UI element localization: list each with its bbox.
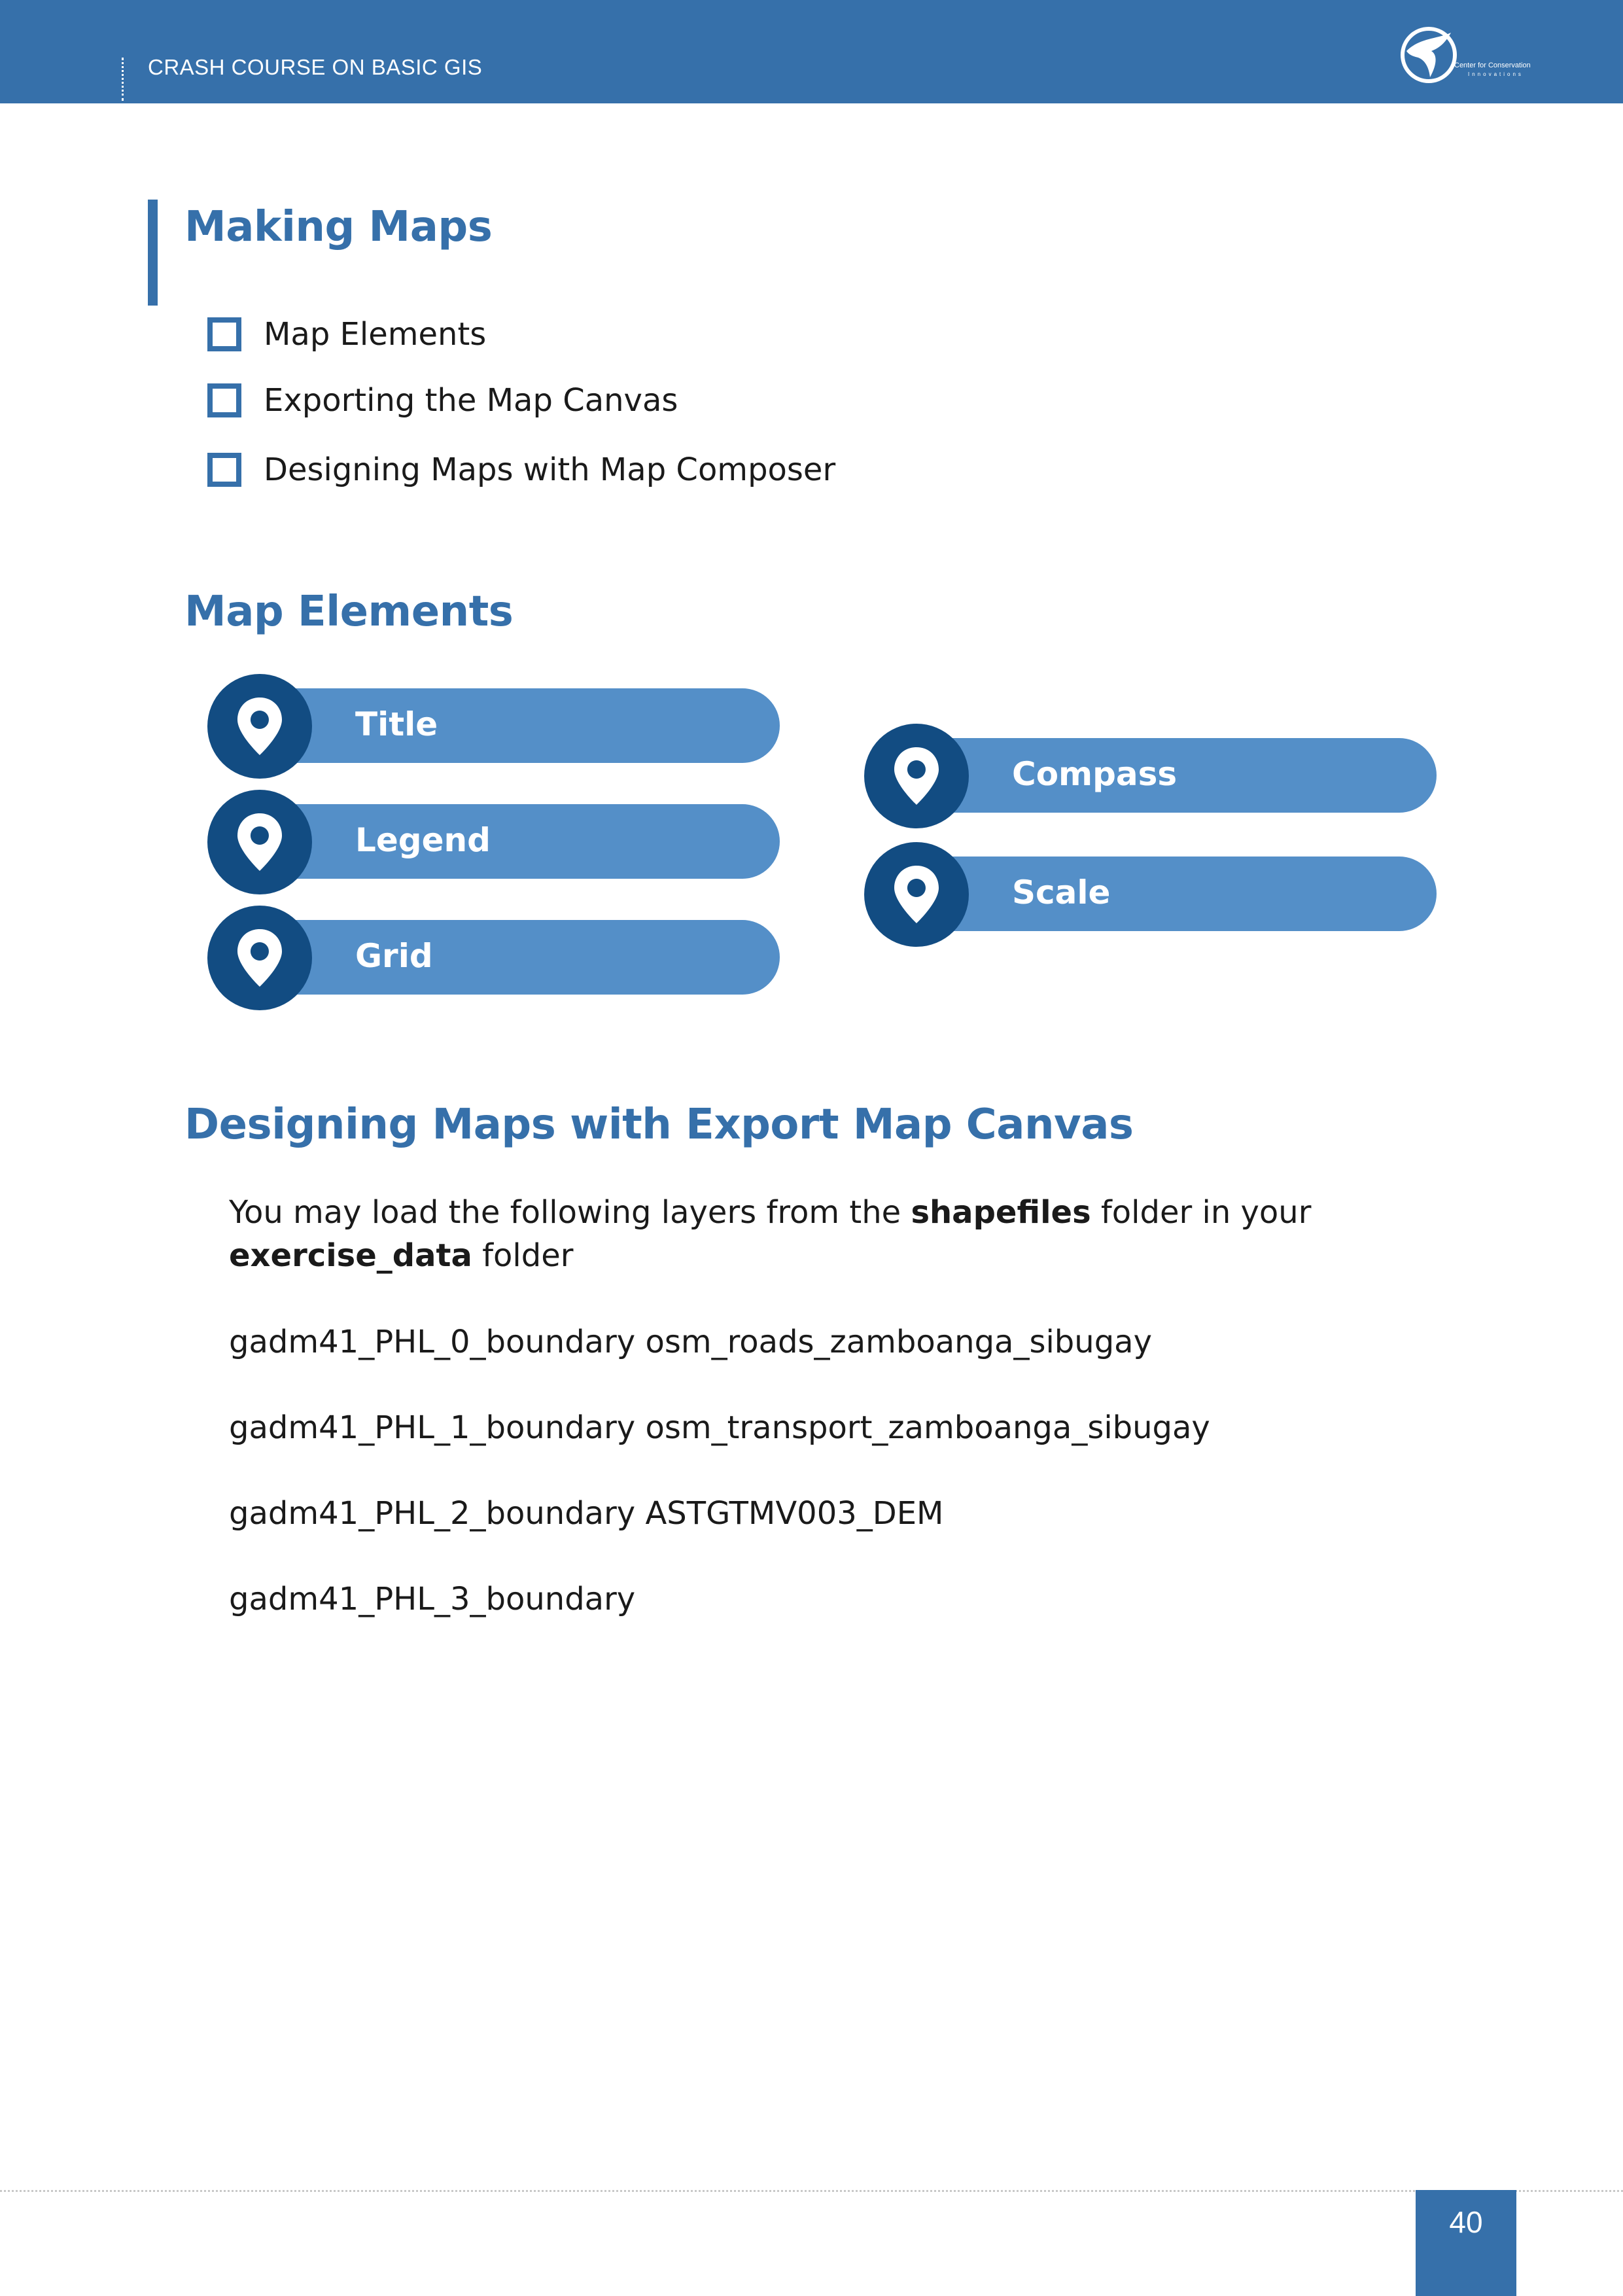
checkbox-icon [207,383,241,417]
map-element-grid [207,906,783,1010]
heading-designing-maps: Designing Maps with Export Map Canvas [184,1101,1134,1149]
pill-badge [207,674,312,779]
map-element-legend [207,790,783,894]
pill-badge [207,906,312,1010]
layer-list-item: gadm41_PHL_3_boundary [229,1581,636,1617]
bird-globe-logo-icon [1400,25,1459,85]
heading-map-elements: Map Elements [184,588,514,636]
intro-line-1: You may load the following layers from the shapefiles folder in your [229,1194,1312,1231]
header-title: CRASH COURSE ON BASIC GIS [148,55,483,79]
pill-bar [260,804,780,879]
checklist-item [207,378,678,423]
checklist-label: Designing Maps with Map Composer [264,451,836,488]
checkbox-icon [207,317,241,351]
map-pin-icon [892,864,941,925]
logo-subtitle: Innovations [1468,71,1524,77]
layer-list-item: gadm41_PHL_0_boundary osm_roads_zamboanga_sibugay [229,1324,1152,1360]
logo-name: Center for Conservation [1454,62,1531,69]
section-accent-bar [148,200,158,306]
map-pin-icon [892,746,941,806]
pill-label: Scale [1012,874,1111,911]
map-element-scale [864,842,1440,947]
pill-label: Compass [1012,755,1178,793]
layer-list-item: gadm41_PHL_1_boundary osm_transport_zamboanga_sibugay [229,1409,1210,1446]
heading-making-maps: Making Maps [184,203,493,251]
intro-paragraph [229,1191,1311,1277]
checklist-label: Exporting the Map Canvas [264,382,678,419]
page-number-box [1416,2190,1516,2296]
header-divider [122,58,124,101]
folder-name-shapefiles: shapefiles [911,1194,1091,1231]
layer-list-item: gadm41_PHL_2_boundary ASTGTMV003_DEM [229,1495,944,1532]
page-number: 40 [1449,2205,1483,2239]
map-pin-icon [235,696,285,756]
pill-label: Legend [355,821,491,859]
footer-divider [0,2190,1623,2192]
pill-badge [207,790,312,894]
checklist-item [207,311,486,357]
pill-label: Grid [355,937,433,975]
intro-line-2: exercise_data folder [229,1237,574,1274]
pill-badge [864,724,969,828]
map-element-title [207,674,783,779]
page-header [0,0,1623,103]
map-pin-icon [235,928,285,988]
pill-bar [260,920,780,995]
map-element-compass [864,724,1440,828]
map-pin-icon [235,812,285,872]
checkbox-icon [207,453,241,487]
pill-bar [916,857,1437,931]
organization-logo [1400,25,1544,88]
pill-label: Title [355,705,438,743]
folder-name-exercise-data: exercise_data [229,1237,472,1274]
pill-badge [864,842,969,947]
checklist-item [207,447,835,493]
pill-bar [260,688,780,763]
checklist-label: Map Elements [264,316,487,353]
